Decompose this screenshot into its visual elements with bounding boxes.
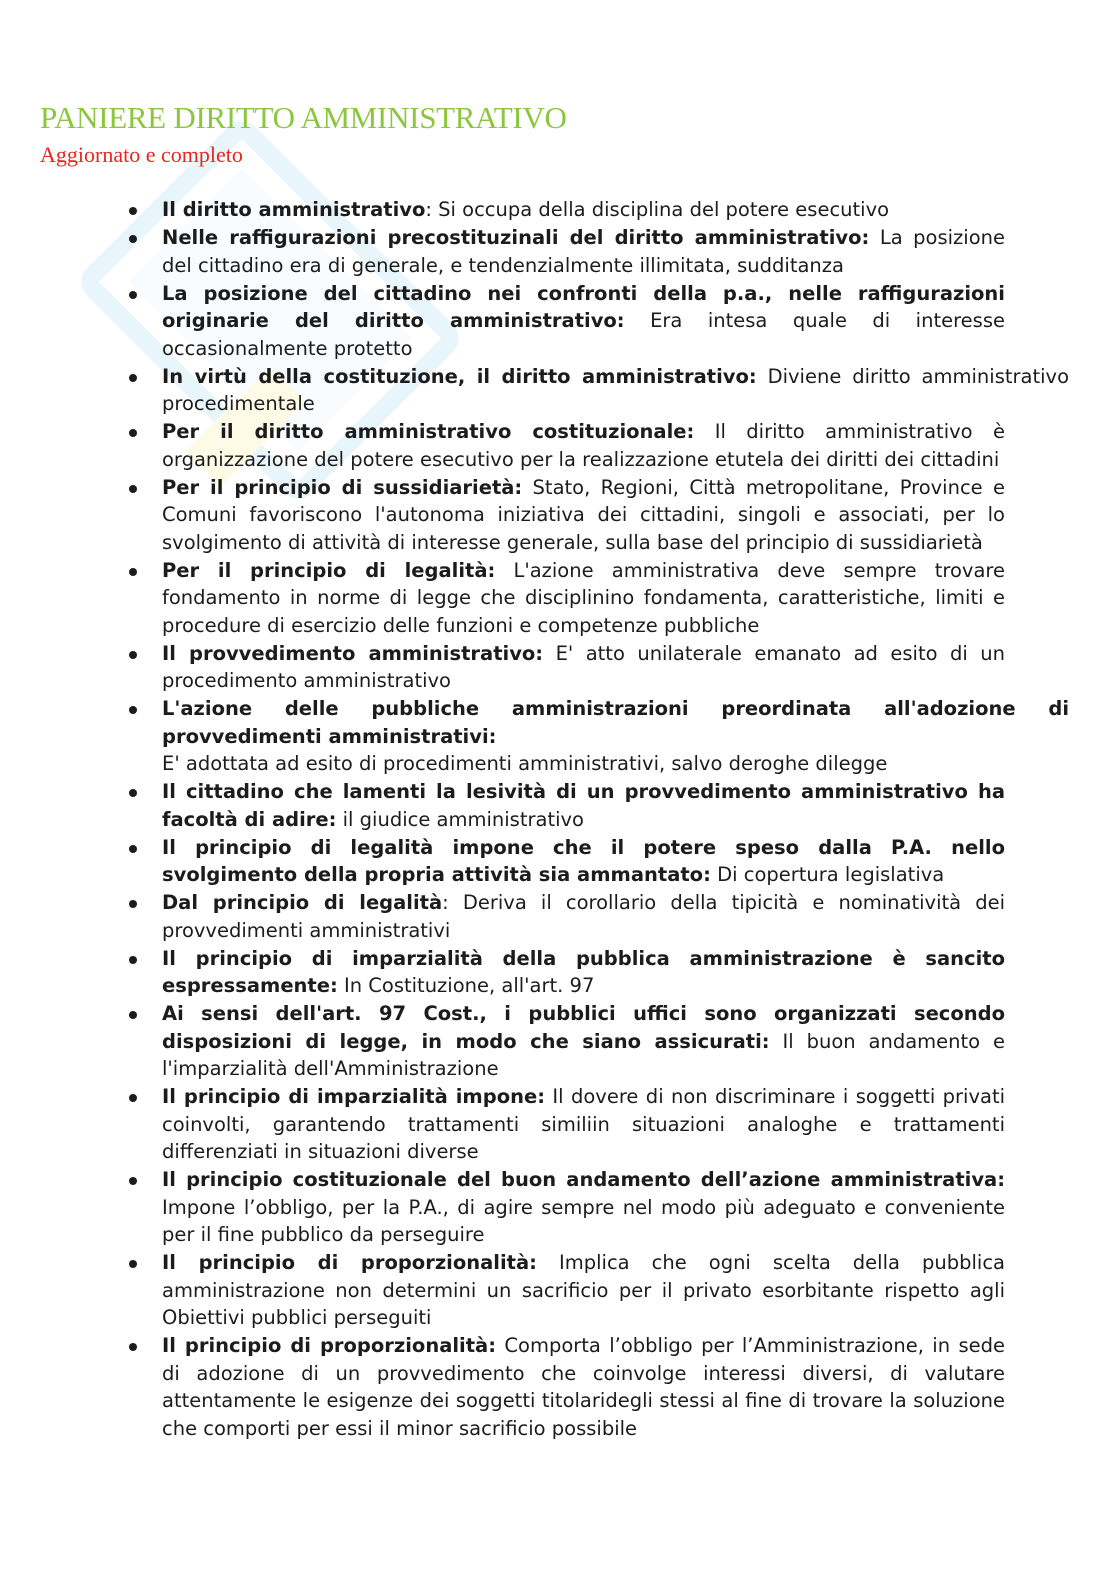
answer-text: : Si occupa della disciplina del potere esecutivo: [425, 198, 890, 221]
bullet-icon: [129, 235, 137, 243]
answer-text: Era intesa quale di interesse occasionalmente protetto: [162, 309, 1005, 360]
answer-text: In Costituzione, all'art. 97: [337, 974, 595, 997]
bullet-icon: [129, 291, 137, 299]
bullet-icon: [129, 429, 137, 437]
bullet-icon: [129, 789, 137, 797]
question-text: In virtù della costituzione, il diritto amministrativo:: [162, 364, 757, 388]
list-item: [162, 945, 1005, 1000]
bullet-icon: [129, 651, 137, 659]
question-text: La posizione del cittadino nei confronti della p.a., nelle raffigurazioni originarie del diritto amministrativo:: [162, 281, 1005, 332]
bullet-icon: [129, 1177, 137, 1185]
list-item: [162, 695, 1069, 778]
bullet-icon: [129, 900, 137, 908]
qa-list: [0, 196, 1069, 1442]
list-item: [162, 196, 1005, 224]
answer-text: Implica che ogni scelta della pubblica amministrazione non determini un sacrificio per il privato esorbitante rispetto agli Obiettivi pubblici perseguiti: [162, 1251, 1005, 1329]
bullet-icon: [129, 956, 137, 964]
question-text: L'azione delle pubbliche amministrazioni preordinata all'adozione di provvedimenti amministrativi:: [162, 697, 1069, 748]
list-item: [162, 1332, 1005, 1442]
question-text: Il provvedimento amministrativo:: [162, 641, 544, 665]
question-text: Dal principio di legalità: [162, 891, 443, 914]
list-item: [162, 1166, 1005, 1249]
answer-text: Stato, Regioni, Città metropolitane, Province e Comuni favoriscono l'autonoma iniziativa dei cittadini, singoli e associati, per lo svolgimento di attività di interesse generale, sulla base del principio di sussidiarietà: [162, 475, 1005, 554]
document-subtitle: Aggiornato e completo: [40, 142, 243, 167]
question-text: Il principio di proporzionalità:: [162, 1334, 497, 1357]
bullet-icon: [129, 207, 137, 215]
question-text: Il principio di legalità impone che il potere speso dalla P.A. nello svolgimento della propria attività sia ammantato:: [162, 835, 1005, 886]
question-text: Il principio di proporzionalità:: [162, 1251, 537, 1274]
answer-text: E' atto unilaterale emanato ad esito di un procedimento amministrativo: [162, 641, 1005, 692]
question-text: Il principio di imparzialità della pubblica amministrazione è sancito espressamente:: [162, 946, 1005, 997]
bullet-icon: [129, 485, 137, 493]
question-text: Nelle raffigurazioni precostituzinali del diritto amministrativo:: [162, 226, 870, 249]
answer-text: Comporta l’obbligo per l’Amministrazione, in sede di adozione di un provvedimento che coinvolge interessi diversi, di valutare attentamente le esigenze dei soggetti titolaridegli stessi al fine di trovare la soluzione che comporti per essi il minor sacrificio possibile: [162, 1334, 1006, 1440]
question-text: Il principio costituzionale del buon andamento dell’azione amministrativa:: [162, 1168, 1005, 1191]
question-text: Ai sensi dell'art. 97 Cost., i pubblici uffici sono organizzati secondo disposizioni di legge, in modo che siano assicurati:: [162, 1002, 1005, 1053]
answer-text: Il diritto amministrativo è organizzazione del potere esecutivo per la realizzazione etutela dei diritti dei cittadini: [162, 420, 1005, 471]
answer-text: Impone l’obbligo, per la P.A., di agire sempre nel modo più adeguato e conveniente per il fine pubblico da perseguire: [162, 1195, 1005, 1246]
list-item: [162, 363, 1069, 418]
question-text: Per il diritto amministrativo costituzionale:: [162, 420, 695, 443]
answer-text: La posizione del cittadino era di generale, e tendenzialmente illimitata, sudditanza: [162, 226, 1005, 277]
bullet-icon: [129, 568, 137, 576]
answer-text: E' adottata ad esito di procedimenti amministrativi, salvo deroghe dilegge: [162, 752, 888, 775]
bullet-icon: [129, 374, 137, 382]
answer-text: Il dovere di non discriminare i soggetti privati coinvolti, garantendo trattamenti similiin situazioni analoghe e trattamenti differenziati in situazioni diverse: [162, 1085, 1006, 1163]
bullet-icon: [129, 845, 137, 853]
list-item: [162, 1000, 1005, 1083]
answer-text: L'azione amministrativa deve sempre trovare fondamento in norme di legge che disciplinino fondamenta, caratteristiche, limiti e procedure di esercizio delle funzioni e competenze pubbliche: [162, 558, 1005, 637]
list-item: [162, 1249, 1005, 1332]
list-item: [162, 640, 1005, 695]
question-text: Per il principio di legalità:: [162, 558, 496, 582]
list-item: [162, 418, 1005, 473]
question-text: Il diritto amministrativo: [162, 198, 426, 221]
list-item: [162, 834, 1005, 889]
answer-text: : Deriva il corollario della tipicità e nominatività dei provvedimenti amministrativi: [162, 891, 1006, 942]
document-title: PANIERE DIRITTO AMMINISTRATIVO: [40, 100, 567, 135]
answer-text: Il buon andamento e l'imparzialità dell'Amministrazione: [162, 1029, 1005, 1080]
bullet-icon: [129, 1260, 137, 1268]
answer-text: Di copertura legislativa: [710, 863, 945, 886]
list-item: [162, 889, 1005, 944]
question-text: Per il principio di sussidiarietà:: [162, 475, 523, 499]
list-item: [162, 778, 1005, 833]
list-item: [162, 474, 1005, 557]
question-text: Il cittadino che lamenti la lesività di un provvedimento amministrativo ha facoltà di adire:: [162, 780, 1005, 831]
list-item: [162, 1083, 1005, 1166]
bullet-icon: [129, 706, 137, 714]
bullet-icon: [129, 1343, 137, 1351]
question-text: Il principio di imparzialità impone:: [162, 1085, 546, 1108]
list-item: [162, 280, 1005, 363]
list-item: [162, 224, 1005, 279]
answer-text: Diviene diritto amministrativo procedimentale: [162, 364, 1069, 415]
answer-text: il giudice amministrativo: [336, 807, 584, 831]
bullet-icon: [129, 1094, 137, 1102]
bullet-icon: [129, 1011, 137, 1019]
list-item: [162, 557, 1005, 640]
